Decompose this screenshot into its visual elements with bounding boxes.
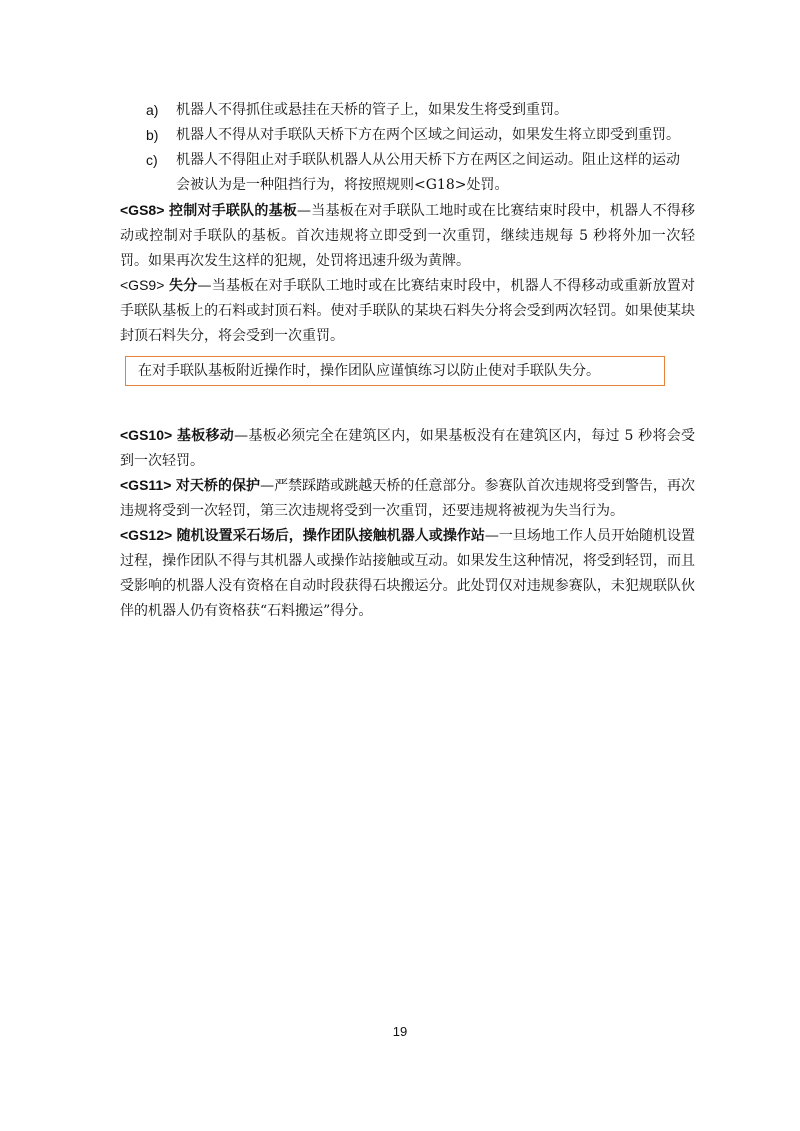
list-text: 机器人不得阻止对手联队机器人从公用天桥下方在两区之间运动。阻止这样的运动会被认为是一种阻挡行为，将按照规则<G18>处罚。	[176, 152, 680, 193]
rule-title: 对天桥的保护	[175, 478, 261, 494]
rule-title: 随机设置采石场后，操作团队接触机器人或操作站	[176, 528, 485, 544]
list-marker: b)	[146, 127, 159, 143]
list-item-b	[146, 123, 696, 148]
rule-code: <GS10>	[120, 427, 173, 443]
rule-gs12	[120, 523, 695, 624]
rule-text: —当基板在对手联队工地时或在比赛结束时段中，机器人不得移动或控制对手联队的基板。首次违规将立即受到一次重罚，继续违规每 5 秒将外加一次轻罚。如果再次发生这样的犯规，处罚将迅速升级为黄牌。	[120, 203, 696, 269]
rule-title: 控制对手联队的基板	[169, 203, 298, 219]
list-marker: c)	[146, 152, 158, 168]
note-text: 在对手联队基板附近操作时，操作团队应谨慎练习以防止使对手联队失分。	[138, 363, 600, 379]
list-item-c	[146, 148, 691, 198]
rule-title: 基板移动	[176, 428, 235, 444]
rule-code: <GS8>	[120, 202, 165, 218]
rule-gs8	[120, 198, 695, 274]
rule-text: —当基板在对手联队工地时或在比赛结束时段中，机器人不得移动或重新放置对手联队基板上的石料或封顶石料。使对手联队的某块石料失分将会受到两次轻罚。如果使某块封顶石料失分，将会受到一次重罚。	[120, 278, 696, 344]
list-marker: a)	[146, 102, 159, 118]
rule-title: 失分	[169, 278, 198, 294]
rule-text: —基板必须完全在建筑区内，如果基板没有在建筑区内，每过 5 秒将会受到一次轻罚。	[120, 428, 696, 469]
rule-gs9	[120, 273, 695, 349]
rule-code: <GS12>	[120, 527, 173, 543]
rule-code: <GS11>	[120, 477, 172, 493]
rule-gs10	[120, 423, 695, 474]
rule-code: <GS9>	[120, 277, 165, 293]
list-item-a	[146, 98, 696, 123]
rule-text: —严禁踩踏或跳越天桥的任意部分。参赛队首次违规将受到警告，再次违规将受到一次轻罚，第三次违规将受到一次重罚，还要违规将被视为失当行为。	[120, 478, 695, 519]
rule-gs11	[120, 473, 695, 524]
note-box	[125, 356, 665, 386]
list-text: 机器人不得从对手联队天桥下方在两个区域之间运动，如果发生将立即受到重罚。	[176, 127, 680, 143]
page-number: 19	[392, 1024, 408, 1039]
rule-text: —一旦场地工作人员开始随机设置过程，操作团队不得与其机器人或操作站接触或互动。如果发生这种情况，将受到轻罚，而且受影响的机器人没有资格在自动时段获得石块搬运分。此处罚仅对违规参赛队，未犯规联队伙伴的机器人仍有资格获“石料搬运”得分。	[120, 528, 696, 619]
list-text: 机器人不得抓住或悬挂在天桥的管子上，如果发生将受到重罚。	[176, 102, 568, 118]
